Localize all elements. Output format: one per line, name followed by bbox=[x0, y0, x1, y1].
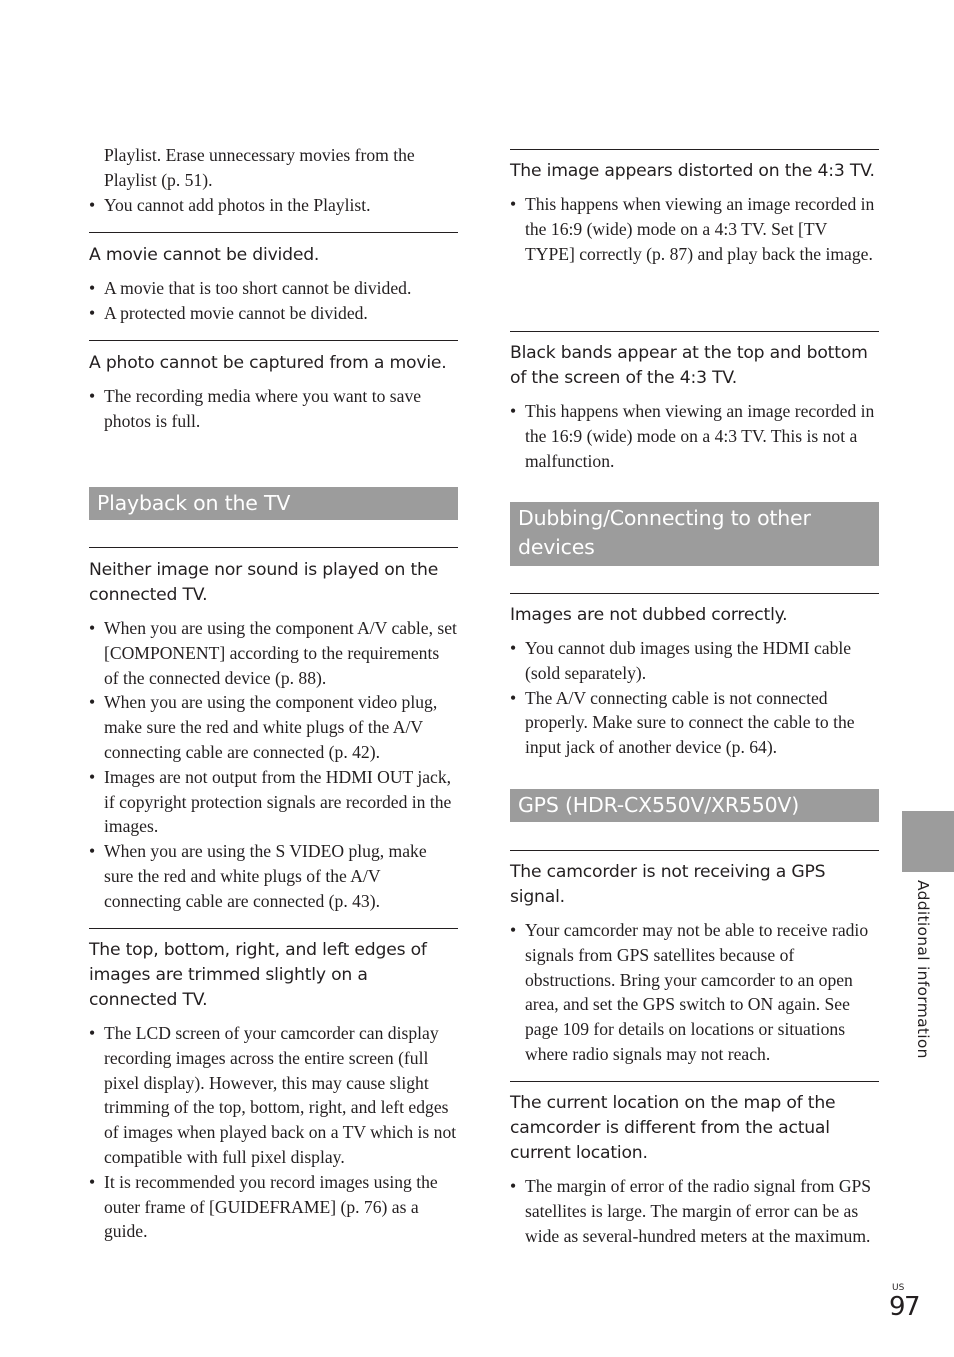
section-no-gps-signal bbox=[510, 860, 879, 1067]
bullet-list bbox=[89, 193, 458, 218]
section-divider bbox=[510, 331, 879, 332]
section-photo-capture bbox=[89, 351, 458, 434]
section-bar-gps: GPS (HDR-CX550V/XR550V) bbox=[510, 789, 879, 822]
bullet-list bbox=[89, 276, 458, 326]
side-tab-label: Additional information bbox=[914, 880, 932, 1059]
section-heading: Black bands appear at the top and bottom of the screen of the 4:3 TV. bbox=[510, 343, 868, 388]
section-divider bbox=[89, 928, 458, 929]
section-bar-playback-tv: Playback on the TV bbox=[89, 487, 458, 520]
bullet-list bbox=[510, 192, 879, 266]
section-edges-trimmed bbox=[89, 938, 458, 1244]
section-heading: A photo cannot be captured from a movie. bbox=[89, 353, 447, 373]
continued-paragraph: Playlist. Erase unnecessary movies from the Playlist (p. 51). bbox=[104, 145, 415, 190]
section-divider bbox=[510, 1081, 879, 1082]
section-heading: The camcorder is not receiving a GPS signal. bbox=[510, 862, 826, 907]
section-heading: The image appears distorted on the 4:3 TV. bbox=[510, 161, 875, 181]
section-divider bbox=[510, 593, 879, 594]
bullet-item: • When you are using the component video plug, make sure the red and white plugs of the A/V connecting cable are connected (p. 42). bbox=[89, 690, 458, 764]
section-divider bbox=[89, 340, 458, 341]
bullet-item: • When you are using the S VIDEO plug, make sure the red and white plugs of the A/V connecting cable are connected (p. 43). bbox=[89, 839, 458, 913]
bullet-list bbox=[89, 616, 458, 914]
bullet-item: • A movie that is too short cannot be divided. bbox=[89, 276, 458, 301]
bullet-item: • When you are using the component A/V cable, set [COMPONENT] according to the requirements of the connected device (p. 88). bbox=[89, 616, 458, 690]
bullet-item: • You cannot dub images using the HDMI cable (sold separately). bbox=[510, 636, 879, 686]
section-divider bbox=[89, 547, 458, 548]
section-not-dubbed bbox=[510, 603, 879, 760]
bullet-item: • It is recommended you record images using the outer frame of [GUIDEFRAME] (p. 76) as a guide. bbox=[89, 1170, 458, 1244]
bullet-item: • This happens when viewing an image recorded in the 16:9 (wide) mode on a 4:3 TV. Set [TV TYPE] correctly (p. 87) and play back the image. bbox=[510, 192, 879, 266]
bullet-list bbox=[89, 384, 458, 434]
section-no-image-sound bbox=[89, 558, 458, 914]
bullet-item: • The LCD screen of your camcorder can display recording images across the entire screen (full pixel display). However, this may cause slight trimming of the top, bottom, right, and left edges of images when played back on a TV which is not compatible with full pixel display. bbox=[89, 1021, 458, 1170]
bullet-list bbox=[510, 918, 879, 1067]
section-black-bands bbox=[510, 341, 879, 473]
bullet-list bbox=[510, 1174, 879, 1248]
bullet-item: • Images are not output from the HDMI OUT jack, if copyright protection signals are recorded in the images. bbox=[89, 765, 458, 839]
section-bar-dubbing: Dubbing/Connecting to other devices bbox=[510, 502, 879, 566]
section-location-differs bbox=[510, 1091, 879, 1248]
page-region-label: US bbox=[892, 1283, 905, 1293]
bullet-item: • You cannot add photos in the Playlist. bbox=[89, 193, 458, 218]
section-divider bbox=[89, 232, 458, 233]
bullet-item: • The margin of error of the radio signal from GPS satellites is large. The margin of error can be as wide as several-hundred meters at the maximum. bbox=[510, 1174, 879, 1248]
bullet-item: • The A/V connecting cable is not connected properly. Make sure to connect the cable to the input jack of another device (p. 64). bbox=[510, 686, 879, 760]
section-heading: Neither image nor sound is played on the connected TV. bbox=[89, 560, 439, 605]
continued-text bbox=[89, 143, 458, 217]
section-distorted-43 bbox=[510, 159, 879, 266]
bullet-list bbox=[89, 1021, 458, 1244]
section-divider bbox=[510, 149, 879, 150]
bullet-item: • A protected movie cannot be divided. bbox=[89, 301, 458, 326]
page-number: 97 bbox=[889, 1292, 920, 1322]
bullet-list bbox=[510, 399, 879, 473]
bullet-item: • This happens when viewing an image recorded in the 16:9 (wide) mode on a 4:3 TV. This is not a malfunction. bbox=[510, 399, 879, 473]
side-tab-marker bbox=[902, 811, 954, 872]
section-divider bbox=[510, 850, 879, 851]
section-heading: The top, bottom, right, and left edges of images are trimmed slightly on a connected TV. bbox=[89, 940, 427, 1010]
bullet-item: • Your camcorder may not be able to receive radio signals from GPS satellites because of obstructions. Bring your camcorder to an open area, and set the GPS switch to ON again. See page 109 for details on locations or situations where radio signals may not reach. bbox=[510, 918, 879, 1067]
bullet-item: • The recording media where you want to save photos is full. bbox=[89, 384, 458, 434]
section-heading: The current location on the map of the camcorder is different from the actual current location. bbox=[510, 1093, 836, 1163]
section-heading: Images are not dubbed correctly. bbox=[510, 605, 788, 625]
section-heading: A movie cannot be divided. bbox=[89, 245, 320, 265]
section-movie-divide bbox=[89, 243, 458, 326]
bullet-list bbox=[510, 636, 879, 760]
